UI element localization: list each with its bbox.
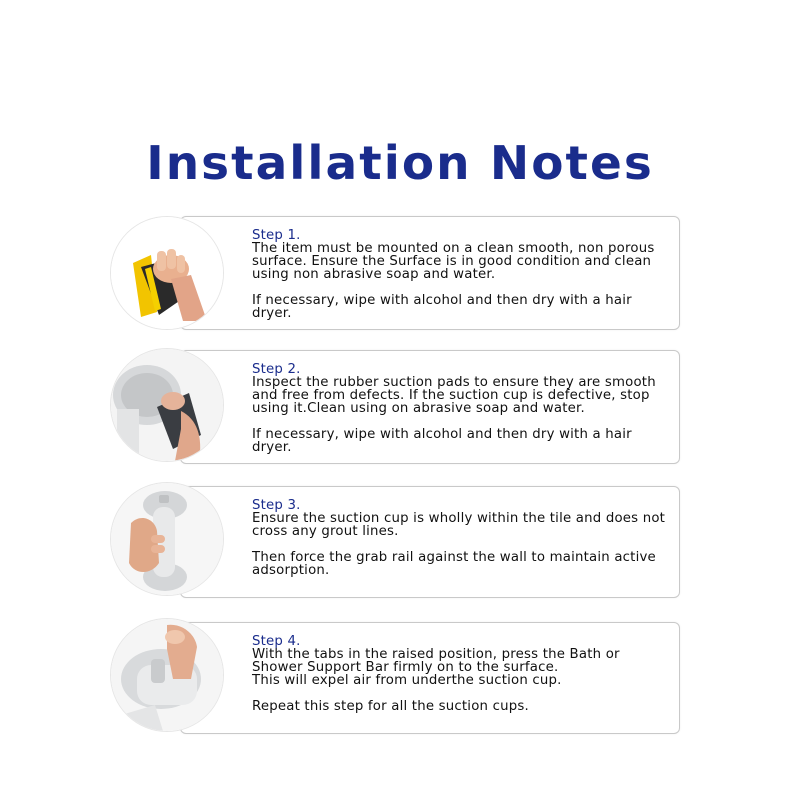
step-text [252, 363, 682, 454]
step-text [252, 499, 682, 577]
step-line: and free from defects. If the suction cup is defective, stop [252, 388, 650, 403]
cleaning-glove-icon [110, 216, 224, 330]
step-line: adsorption. [252, 563, 330, 578]
step-4 [110, 622, 680, 732]
step-line: The item must be mounted on a clean smooth, non porous [252, 241, 655, 256]
page-title: Installation Notes [146, 136, 654, 190]
step-line: Repeat this step for all the suction cups. [252, 699, 529, 714]
step-1 [110, 216, 680, 328]
step-line: Then force the grab rail against the wall to maintain active [252, 550, 656, 565]
step-line: using it.Clean using on abrasive soap and water. [252, 401, 585, 416]
step-line: Ensure the suction cup is wholly within the tile and does not [252, 511, 666, 526]
step-line: If necessary, wipe with alcohol and then dry with a hair [252, 293, 632, 308]
step-line: dryer. [252, 306, 292, 321]
step-text [252, 635, 682, 713]
step-3 [110, 486, 680, 596]
step-line: This will expel air from underthe suction cup. [252, 673, 562, 688]
pressing-tab-icon [110, 618, 224, 732]
step-text [252, 229, 682, 320]
step-heading: Step 1. [252, 228, 301, 243]
suction-cup-cleaning-icon [110, 348, 224, 462]
step-heading: Step 3. [252, 498, 301, 513]
step-line: Inspect the rubber suction pads to ensure they are smooth [252, 375, 656, 390]
step-line: If necessary, wipe with alcohol and then dry with a hair [252, 427, 632, 442]
step-2 [110, 350, 680, 462]
step-heading: Step 4. [252, 634, 301, 649]
step-line: using non abrasive soap and water. [252, 267, 496, 282]
step-line: Shower Support Bar firmly on to the surface. [252, 660, 559, 675]
step-line: surface. Ensure the Surface is in good condition and clean [252, 254, 652, 269]
grab-rail-hand-icon [110, 482, 224, 596]
step-line: With the tabs in the raised position, press the Bath or [252, 647, 620, 662]
step-line: cross any grout lines. [252, 524, 399, 539]
step-line: dryer. [252, 440, 292, 455]
step-heading: Step 2. [252, 362, 301, 377]
